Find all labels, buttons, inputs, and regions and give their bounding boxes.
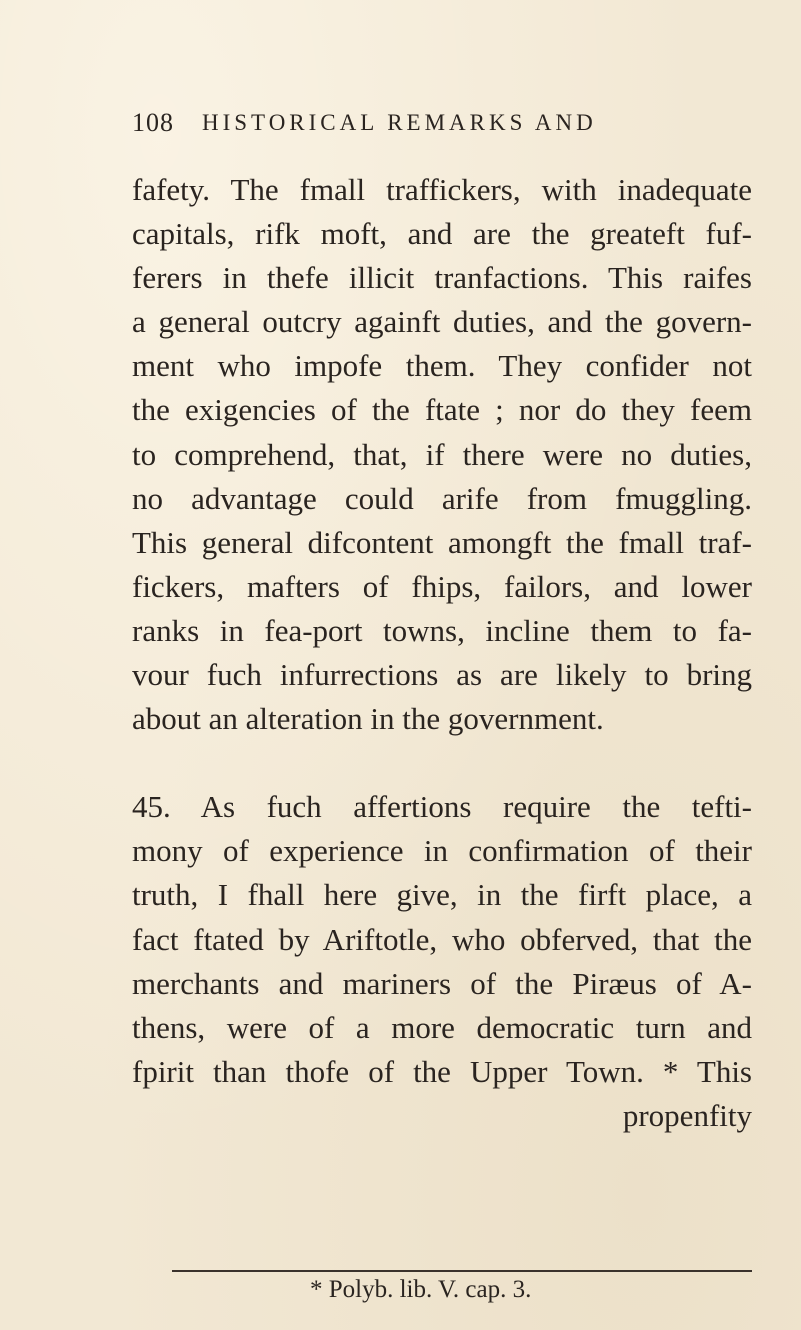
text-line: mony of experience in confirmation of their <box>132 833 752 869</box>
footnote-rule <box>172 1270 752 1272</box>
catchword: propenfity <box>622 1097 752 1133</box>
text-line: merchants and mariners of the Piræus of A- <box>132 965 752 1001</box>
text-line: to comprehend, that, if there were no duties, <box>132 436 752 472</box>
body-text <box>132 168 752 1138</box>
text-line: the exigencies of the ftate ; nor do they feem <box>132 392 752 428</box>
text-line: truth, I fhall here give, in the firft place, a <box>132 877 752 913</box>
page-number: 108 <box>132 108 174 137</box>
text-line: thens, were of a more democratic turn and <box>132 1009 752 1045</box>
text-line: no advantage could arife from fmuggling. <box>132 480 752 516</box>
text-line: ferers in thefe illicit tranfactions. This raifes <box>132 260 752 296</box>
text-line: ranks in fea-port towns, incline them to fa- <box>132 612 752 648</box>
text-line: fact ftated by Ariftotle, who obferved, that the <box>132 921 752 957</box>
text-line: fpirit than thofe of the Upper Town. * This <box>132 1053 752 1089</box>
page-header <box>132 108 752 148</box>
text-line: a general outcry againft duties, and the govern- <box>132 304 752 340</box>
footnote: * Polyb. lib. V. cap. 3. <box>310 1276 532 1303</box>
text-line: about an alteration in the government. <box>132 701 604 737</box>
text-line: 45. As fuch affertions require the tefti- <box>132 789 752 825</box>
paragraph-2 <box>132 785 752 1138</box>
text-line: fickers, mafters of fhips, failors, and lower <box>132 568 752 604</box>
running-head: HISTORICAL REMARKS AND <box>202 110 597 135</box>
paragraph-gap <box>132 741 752 785</box>
text-line: ment who impofe them. They confider not <box>132 348 752 384</box>
text-line: fafety. The fmall traffickers, with inadequate <box>132 172 752 207</box>
text-line: vour fuch infurrections as are likely to bring <box>132 657 752 693</box>
paragraph-1 <box>132 168 752 741</box>
text-line: capitals, rifk moft, and are the greateft fuf- <box>132 216 752 252</box>
text-line: This general difcontent amongft the fmall traf- <box>132 524 752 560</box>
